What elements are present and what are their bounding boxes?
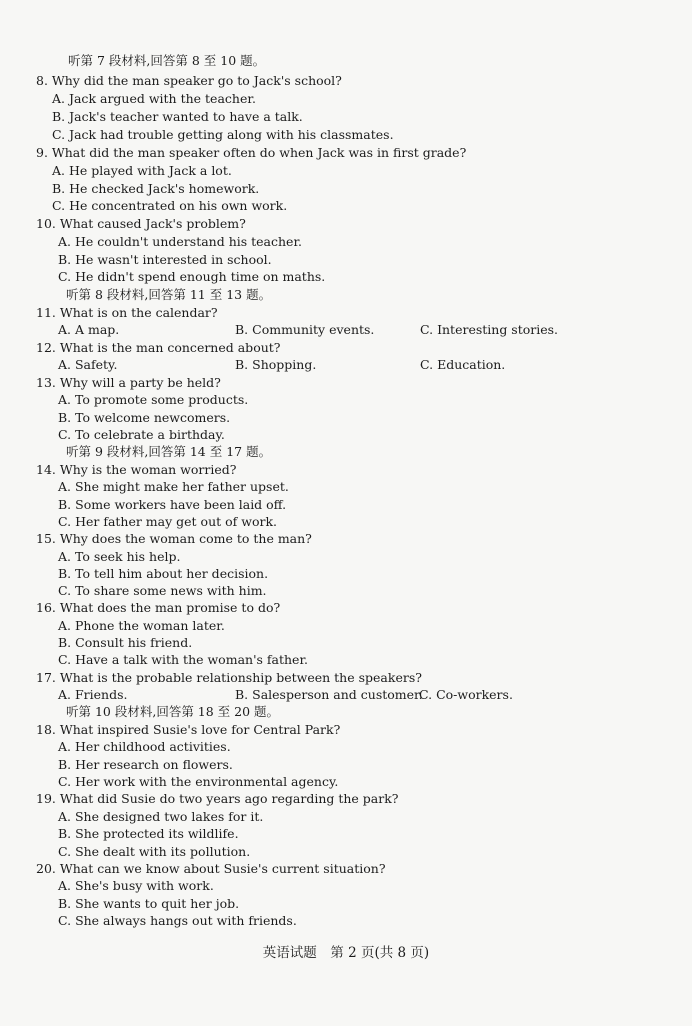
question-8-option-b: B. Jack's teacher wanted to have a talk. [52,109,303,124]
question-15-option-a: A. To seek his help. [58,549,181,564]
question-15-stem: 15. Why does the woman come to the man? [36,531,312,546]
question-17-option-b: B. Salesperson and customer. [235,687,423,702]
question-15-option-b: B. To tell him about her decision. [58,566,269,581]
question-17-stem: 17. What is the probable relationship between the speakers? [36,670,422,685]
question-12-stem: 12. What is the man concerned about? [36,340,281,355]
question-16-option-a: A. Phone the woman later. [58,618,225,633]
question-18-option-a: A. Her childhood activities. [58,739,231,754]
question-16-option-c: C. Have a talk with the woman's father. [58,652,309,667]
question-9-stem: 9. What did the man speaker often do when Jack was in first grade? [36,145,467,160]
question-13-option-a: A. To promote some products. [58,392,249,407]
question-13-stem: 13. Why will a party be held? [36,375,221,390]
question-14-option-b: B. Some workers have been laid off. [58,497,287,512]
question-19-option-a: A. She designed two lakes for it. [58,809,264,824]
question-10-option-c: C. He didn't spend enough time on maths. [58,269,326,284]
question-19-option-c: C. She dealt with its pollution. [58,844,251,859]
section-header-7: 听第 7 段材料,回答第 8 至 10 题。 [68,53,266,68]
question-13-option-c: C. To celebrate a birthday. [58,427,225,442]
question-11-option-c: C. Interesting stories. [420,322,559,337]
question-11-option-a: A. A map. [58,322,120,337]
question-12-option-c: C. Education. [420,357,506,372]
section-header-10: 听第 10 段材料,回答第 18 至 20 题。 [66,704,280,719]
question-10-option-a: A. He couldn't understand his teacher. [58,234,303,249]
question-19-option-b: B. She protected its wildlife. [58,826,239,841]
question-9-option-c: C. He concentrated on his own work. [52,198,288,213]
question-8-option-a: A. Jack argued with the teacher. [52,91,256,106]
question-10-option-b: B. He wasn't interested in school. [58,252,272,267]
question-13-option-b: B. To welcome newcomers. [58,410,231,425]
question-20-option-a: A. She's busy with work. [58,878,214,893]
page-footer: 英语试题 第 2 页(共 8 页) [262,945,430,961]
question-17-option-a: A. Friends. [58,687,128,702]
question-17-option-c: C. Co-workers. [419,687,513,702]
question-18-option-c: C. Her work with the environmental agency. [58,774,339,789]
question-12-option-a: A. Safety. [58,357,118,372]
section-header-9: 听第 9 段材料,回答第 14 至 17 题。 [66,444,272,459]
question-18-option-b: B. Her research on flowers. [58,757,233,772]
section-header-8: 听第 8 段材料,回答第 11 至 13 题。 [66,287,272,302]
question-16-option-b: B. Consult his friend. [58,635,193,650]
question-19-stem: 19. What did Susie do two years ago regarding the park? [36,791,399,806]
question-14-option-a: A. She might make her father upset. [58,479,289,494]
question-15-option-c: C. To share some news with him. [58,583,267,598]
question-16-stem: 16. What does the man promise to do? [36,600,281,615]
question-20-option-c: C. She always hangs out with friends. [58,913,297,928]
question-11-stem: 11. What is on the calendar? [36,305,218,320]
question-11-option-b: B. Community events. [235,322,375,337]
question-10-stem: 10. What caused Jack's problem? [36,216,246,231]
question-20-stem: 20. What can we know about Susie's current situation? [36,861,386,876]
question-14-option-c: C. Her father may get out of work. [58,514,277,529]
question-9-option-b: B. He checked Jack's homework. [52,181,260,196]
question-8-option-c: C. Jack had trouble getting along with his classmates. [52,127,394,142]
question-12-option-b: B. Shopping. [235,357,317,372]
question-8-stem: 8. Why did the man speaker go to Jack's school? [36,73,342,88]
question-14-stem: 14. Why is the woman worried? [36,462,237,477]
question-20-option-b: B. She wants to quit her job. [58,896,240,911]
question-18-stem: 18. What inspired Susie's love for Central Park? [36,722,341,737]
question-9-option-a: A. He played with Jack a lot. [52,163,232,178]
